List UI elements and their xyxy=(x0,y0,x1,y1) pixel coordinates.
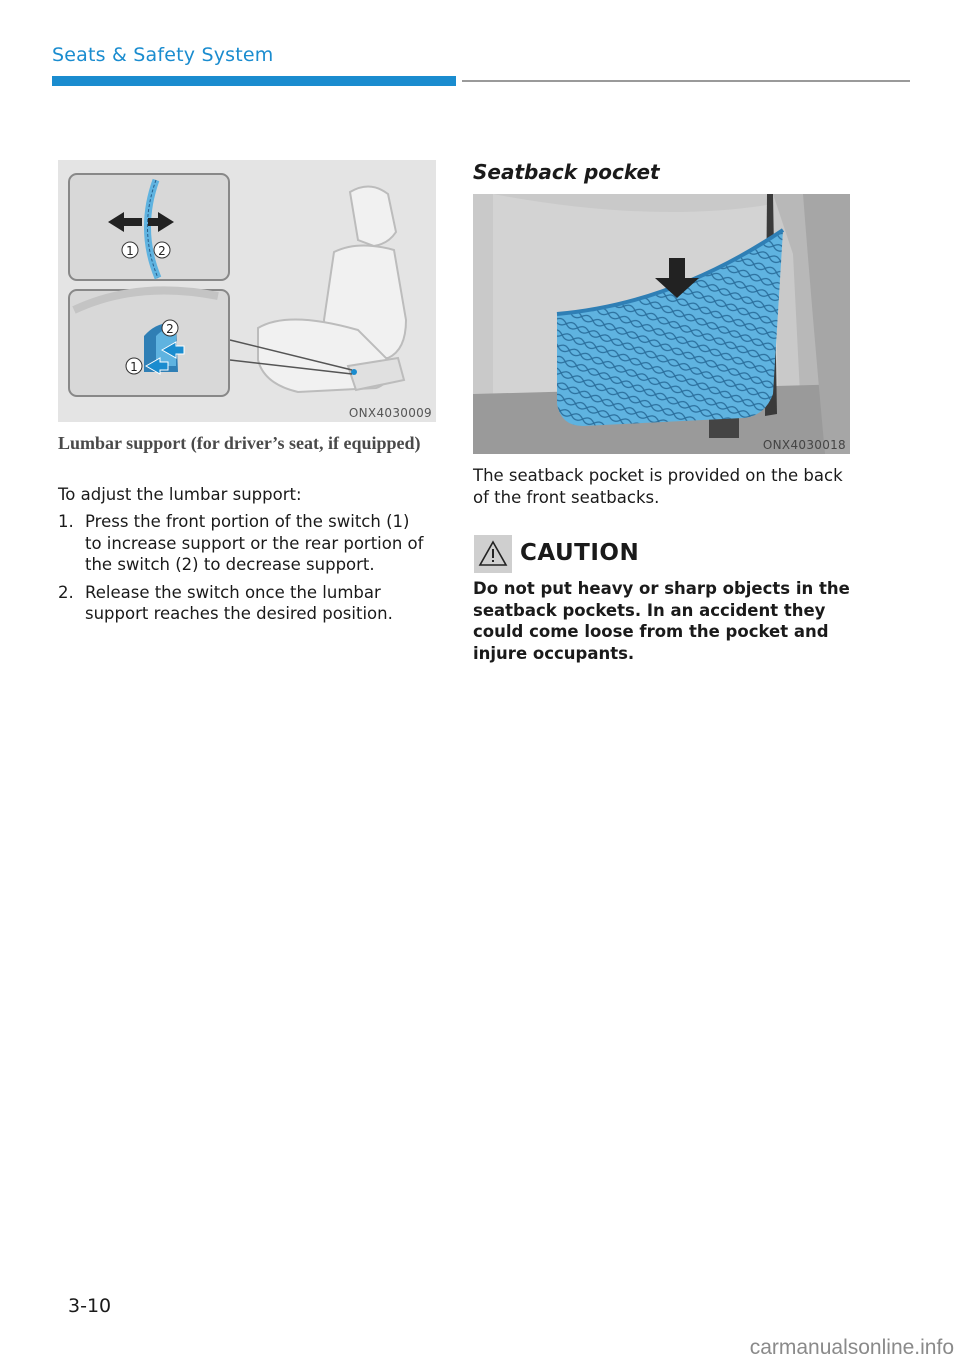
svg-text:1: 1 xyxy=(130,360,138,374)
svg-text:2: 2 xyxy=(158,244,166,258)
caution-title: CAUTION xyxy=(520,540,640,566)
lumbar-intro: To adjust the lumbar support: xyxy=(58,485,302,504)
svg-text:2: 2 xyxy=(166,322,174,336)
header-rule xyxy=(462,80,910,82)
lumbar-illustration xyxy=(58,160,436,422)
watermark: carmanualsonline.info xyxy=(749,1336,954,1359)
pocket-text: The seatback pocket is provided on the back of the front seatbacks. xyxy=(473,466,843,507)
step-text: Release the switch once the lumbar support reaches the desired position. xyxy=(85,582,393,623)
caution-icon xyxy=(474,535,512,573)
section-title: Seats & Safety System xyxy=(52,44,274,66)
lumbar-steps xyxy=(58,511,428,631)
pocket-title: Seatback pocket xyxy=(473,160,660,184)
header-accent-bar xyxy=(52,76,456,86)
lumbar-title: Lumbar support (for driver’s seat, if equipped) xyxy=(58,433,421,453)
step-number: 2. xyxy=(58,582,74,602)
list-item xyxy=(58,582,428,625)
page-number: 3-10 xyxy=(68,1295,112,1317)
step-text: Press the front portion of the switch (1) to increase support or the rear portion of the switch (2) to decrease support. xyxy=(85,512,424,574)
step-number: 1. xyxy=(58,512,74,531)
caution-text: Do not put heavy or sharp objects in the seatback pockets. In an accident they could come loose from the pocket and injure occupants. xyxy=(473,579,850,663)
inset-bottom xyxy=(69,290,229,396)
svg-text:1: 1 xyxy=(126,244,134,258)
lumbar-figure xyxy=(58,160,436,422)
figure-code: ONX4030018 xyxy=(762,438,846,452)
pocket-figure xyxy=(473,194,850,454)
pocket-illustration xyxy=(473,194,850,454)
list-item xyxy=(58,511,428,576)
inset-top xyxy=(69,174,229,280)
figure-code: ONX4030009 xyxy=(348,406,432,420)
